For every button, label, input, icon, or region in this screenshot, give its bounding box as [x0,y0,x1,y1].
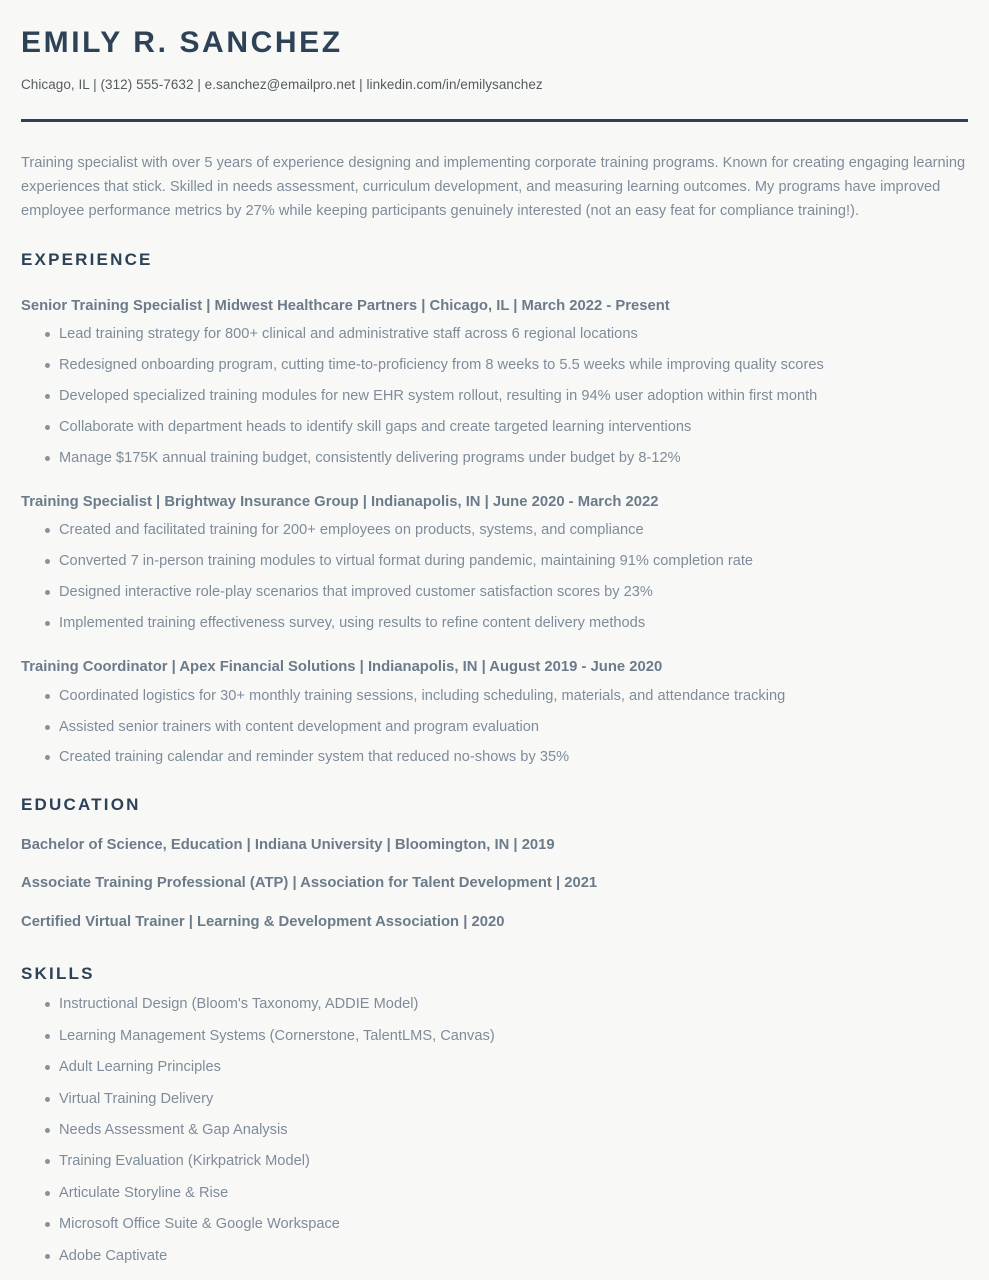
contact-line: Chicago, IL | (312) 555-7632 | e.sanchez@emailpro.net | linkedin.com/in/emilysanchez [21,77,543,92]
skill-item: Articulate Storyline & Rise [21,1183,968,1203]
experience-bullet: Lead training strategy for 800+ clinical and administrative staff across 6 regional locations [21,324,968,344]
experience-entry-heading: Training Coordinator | Apex Financial Solutions | Indianapolis, IN | August 2019 - June 2020 [21,659,663,676]
education-entry: Certified Virtual Trainer | Learning & Development Association | 2020 [21,913,505,930]
experience-bullet: Assisted senior trainers with content development and program evaluation [21,717,968,737]
skill-item: Microsoft Office Suite & Google Workspace [21,1214,968,1234]
experience-list [21,297,968,768]
experience-bullet-list [21,686,968,768]
experience-entry [21,297,968,468]
skill-item: Instructional Design (Bloom's Taxonomy, ADDIE Model) [21,994,968,1014]
skill-item: Needs Assessment & Gap Analysis [21,1120,968,1140]
experience-bullet: Developed specialized training modules for new EHR system rollout, resulting in 94% user adoption within first month [21,386,968,406]
experience-entry-heading: Training Specialist | Brightway Insurance Group | Indianapolis, IN | June 2020 - March 2022 [21,493,659,510]
experience-bullet-list [21,324,968,468]
skill-item: Adobe Captivate [21,1246,968,1266]
section-heading-experience: EXPERIENCE [21,250,153,270]
education-entry: Bachelor of Science, Education | Indiana University | Bloomington, IN | 2019 [21,837,555,854]
section-heading-education: EDUCATION [21,794,141,814]
skill-item: Adult Learning Principles [21,1057,968,1077]
experience-entry-heading: Senior Training Specialist | Midwest Healthcare Partners | Chicago, IL | March 2022 - Present [21,297,670,314]
section-heading-skills: SKILLS [21,963,95,983]
education-list [21,836,968,932]
skill-item: Virtual Training Delivery [21,1089,968,1109]
experience-bullet: Converted 7 in-person training modules to virtual format during pandemic, maintaining 91% completion rate [21,551,968,571]
experience-bullet: Coordinated logistics for 30+ monthly training sessions, including scheduling, materials, and attendance tracking [21,686,968,706]
education-entry: Associate Training Professional (ATP) | Association for Talent Development | 2021 [21,875,598,892]
experience-entry [21,658,968,768]
skill-item: Learning Management Systems (Cornerstone, TalentLMS, Canvas) [21,1026,968,1046]
experience-bullet: Collaborate with department heads to identify skill gaps and create targeted learning interventions [21,417,968,437]
experience-bullet-list [21,520,968,633]
skills-list [21,994,968,1266]
experience-bullet: Implemented training effectiveness survey, using results to refine content delivery methods [21,613,968,633]
experience-entry [21,493,968,633]
professional-summary: Training specialist with over 5 years of experience designing and implementing corporate training programs. Known for creating engaging learning experiences that stick. Skilled in needs assessment, curriculum development, and measuring learning outcomes. My programs have improved employee performance metrics by 27% while keeping participants genuinely interested (not an easy feat for compliance training!). [21,154,966,219]
experience-bullet: Created and facilitated training for 200+ employees on products, systems, and compliance [21,520,968,540]
experience-bullet: Redesigned onboarding program, cutting time-to-proficiency from 8 weeks to 5.5 weeks while improving quality scores [21,355,968,375]
skill-item: Training Evaluation (Kirkpatrick Model) [21,1151,968,1171]
experience-bullet: Manage $175K annual training budget, consistently delivering programs under budget by 8-12% [21,448,968,468]
header-divider [21,119,968,122]
experience-bullet: Created training calendar and reminder system that reduced no-shows by 35% [21,747,968,767]
candidate-name: EMILY R. SANCHEZ [21,26,343,59]
experience-bullet: Designed interactive role-play scenarios that improved customer satisfaction scores by 23% [21,582,968,602]
